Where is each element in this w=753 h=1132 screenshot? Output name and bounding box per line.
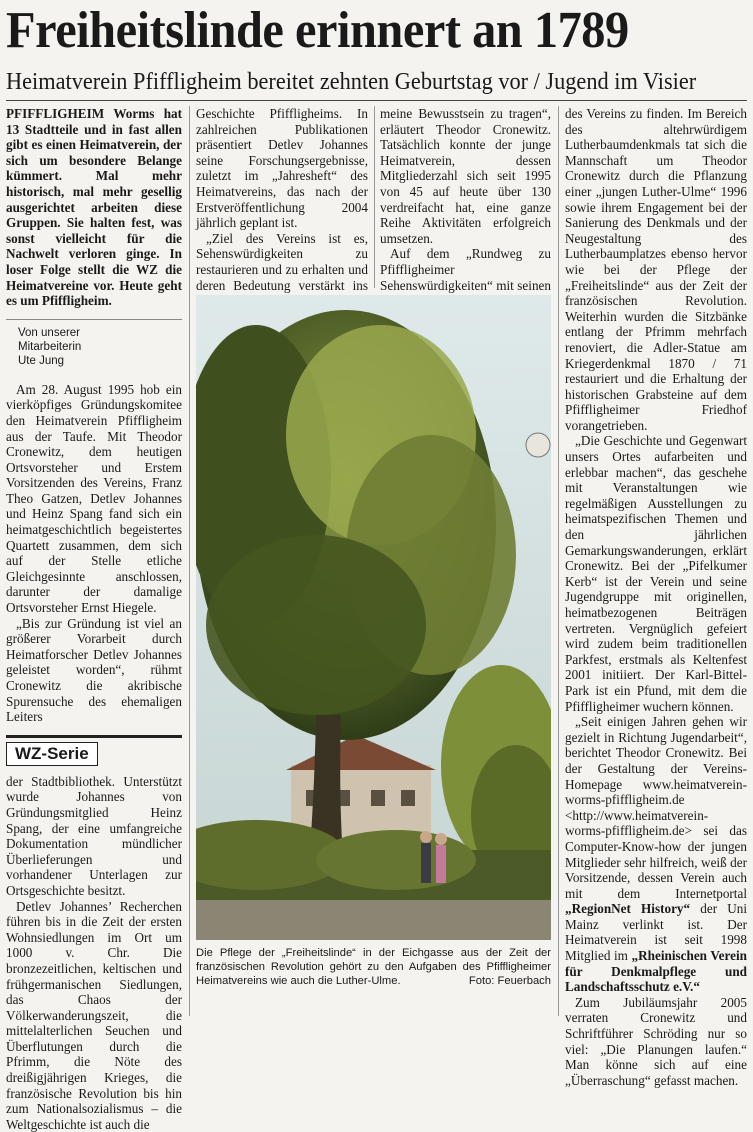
body-paragraph: meine Bewusstsein zu tragen“, erläutert Theodor Cronewitz. Tatsächlich konnte der junge Heimatverein, dessen Mitgliederzahl sich seit 1995 von 45 auf heute über 130 verdreifacht hat, eine ganze Reihe Aktivitäten erfolgreich umsetzen. bbox=[380, 106, 551, 246]
body-paragraph bbox=[565, 714, 747, 995]
column-1 bbox=[6, 106, 182, 1132]
lead-text: Worms hat 13 Stadtteile und in fast allen gibt es einen Heimatverein, der sich um besondere Belange kümmert. Mal mehr historisch, mal mehr gesellig ausgerichtet arbeiten diese Gruppen. Sie halten fest, was sonst vielleicht für die Nachwelt verloren ginge. In loser Folge stellt die WZ die Heimatvereine vor. Heute geht es um Pfiffligheim. bbox=[6, 106, 183, 309]
byline-line-1: Von unserer bbox=[18, 326, 81, 339]
lead-place: PFIFFLIGHEIM bbox=[6, 106, 105, 121]
lead-paragraph bbox=[6, 106, 182, 309]
body-paragraph: Geschichte Pfiffligheims. In zahlreichen Publikationen präsentiert Detlev Johannes seine Forschungsergebnisse, zuletzt im „Jahresheft“ des Heimatvereins, das nach der Erstveröffentlichung 2004 jährlich geplant ist. bbox=[196, 106, 368, 231]
association-name: „Rheinischen Verein für Denkmalpflege und Landschaftsschutz e.V.“ bbox=[565, 948, 747, 995]
column-4 bbox=[565, 106, 747, 1088]
body-paragraph: Zum Jubiläumsjahr 2005 verraten Cronewitz und Schriftführer Schröding nur so viel: „Die Planungen laufen.“ Man könne sich auf eine „Überraschung“ gefasst machen. bbox=[565, 994, 747, 1088]
linden-tree-image bbox=[196, 295, 551, 940]
body-paragraph: der Stadtbibliothek. Unterstützt wurde Johannes von Gründungsmitglied Heinz Spang, der eine umfangreiche Dokumentation mündlicher Überlieferungen und vorhandener Unterlagen zur Ortsgeschichte besitzt. bbox=[6, 773, 182, 898]
series-banner bbox=[6, 735, 182, 766]
text-run: „Seit einigen Jahren gehen wir gezielt in Richtung Jugendarbeit“, berichtet Theodor Cronewitz. Bei der Gestaltung der Vereins-Homepage www.heimatverein-worms-pfiffligheim.de <http://www.heimatverein-worms-pfiffligheim.de> sei das Computer-Know-how der jungen Mitglieder sehr hilfreich, weiß der Vorsitzende, dessen Verein auch mit dem Internetportal bbox=[565, 714, 747, 901]
column-divider bbox=[374, 106, 375, 288]
caption-text: Die Pflege der „Freiheitslinde“ in der Eichgasse aus der Zeit der französischen Revolution gehört zu den Aufgaben des Pfiffligheimer Heimatvereins wie auch die Luther-Ulme. bbox=[196, 947, 551, 987]
tree-photo bbox=[196, 295, 551, 940]
series-label: WZ-Serie bbox=[6, 742, 98, 766]
byline-line-2: Mitarbeiterin bbox=[18, 340, 82, 353]
column-divider bbox=[558, 106, 559, 1016]
body-paragraph: Detlev Johannes’ Recherchen führen bis in die Zeit der ersten Wohnsiedlungen im Ort um 1000 v. Chr. Die bronzezeitlichen, keltischen und frühgermanischen Siedlungen, das Chaos der Völkerwanderungszeit, die mittelalterlichen Seuchen und Überflutungen durch die Pfrimm, die Nöte des dreißigjährigen Krieges, die französische Revolution bis hin zum Nationalsozialismus – die Weltgeschichte ist auch die bbox=[6, 898, 182, 1132]
text-run: der Uni Mainz verlinkt ist. Der Heimatverein ist seit 1998 Mitglied im bbox=[565, 901, 747, 964]
body-paragraph: „Ziel des Vereins ist es, Sehenswürdigkeiten zu restaurieren und zu erhalten und deren Bedeutung verstärkt ins bbox=[196, 230, 368, 293]
portal-name: „RegionNet History“ bbox=[565, 901, 691, 917]
column-2 bbox=[196, 106, 368, 309]
column-3 bbox=[380, 106, 551, 324]
body-paragraph: des Vereins zu finden. Im Bereich des altehrwürdigem Lutherbaumdenkmals tat sich die Mannschaft um Theodor Cronewitz durch die Pflanzung einer „jungen Luther-Ulme“ 1996 sowie ihrem Engagement bei der Sanierung des Denkmals und der Neugestaltung des Lutherbaumplatzes ebenso hervor wie bei der Pflege der „Freiheitslinde“ aus der Zeit der französischen Revolution. Weiterhin wurden die Sitzbänke entlang der Pfrimm mehrfach renoviert, die Adler-Statue am Kriegerdenkmal 1870 / 71 restauriert und die Erhaltung der historischen Grabsteine auf dem Pfiffligheimer Friedhof vorangetrieben. bbox=[565, 106, 747, 433]
byline-author: Ute Jung bbox=[18, 354, 65, 367]
byline bbox=[6, 319, 182, 372]
headline: Freiheitslinde erinnert an 1789 bbox=[6, 2, 629, 59]
body-paragraph: Am 28. August 1995 hob ein vierköpfiges Gründungskomitee den Heimatverein Pfiffligheim aus der Taufe. Mit Theodor Cronewitz, dem heutigen Ortsvorsteher und Erstem Vorsitzenden des Vereins, Franz Theo Gatzen, Detlev Johannes und Heinz Spang fand sich ein heimatgeschichtlich begeistertes Quartett zusammen, dem sich auf der Stelle etliche Gleichgesinnte anschlossen, darunter der damalige Ortsvorsteher Ernst Hiegele. bbox=[6, 381, 182, 616]
body-paragraph: „Bis zur Gründung ist viel an größerer Vorarbeit durch Heimatforscher Detlev Johannes geleistet worden“, rühmt Cronewitz die akribische Spurensuche des ehemaligen Leiters bbox=[6, 615, 182, 725]
photo-credit: Foto: Feuerbach bbox=[468, 975, 551, 987]
header-rule bbox=[6, 100, 747, 101]
photo-caption bbox=[196, 946, 551, 988]
subheadline: Heimatverein Pfiffligheim bereitet zehnten Geburtstag vor / Jugend im Visier bbox=[6, 69, 697, 95]
body-paragraph: „Die Geschichte und Gegenwart unsers Ortes aufarbeiten und erlebbar machen“, das geschehe mit Veranstaltungen wie regelmäßigen Ausstellungen zu heimatspezifischen Themen und den jährlichen Gemarkungswanderungen, erklärt Cronewitz. Bei der „Pifelkumer Kerb“ ist der Verein und seine Jugendgruppe mit originellen, heimatbezogenen Beiträgen vertreten. Vergnüglich gefeiert wird zudem beim traditionellen Parkfest, erstmals als Keltenfest 2001 initiiert. Der Karl-Bittel-Park ist ein Pfund, mit dem die Pfiffligheimer wuchern können. bbox=[565, 433, 747, 714]
column-divider bbox=[189, 106, 190, 1016]
body-paragraph: Auf dem „Rundweg zu Pfiffligheimer Sehenswürdigkeiten“ mit seinen bbox=[380, 246, 551, 293]
